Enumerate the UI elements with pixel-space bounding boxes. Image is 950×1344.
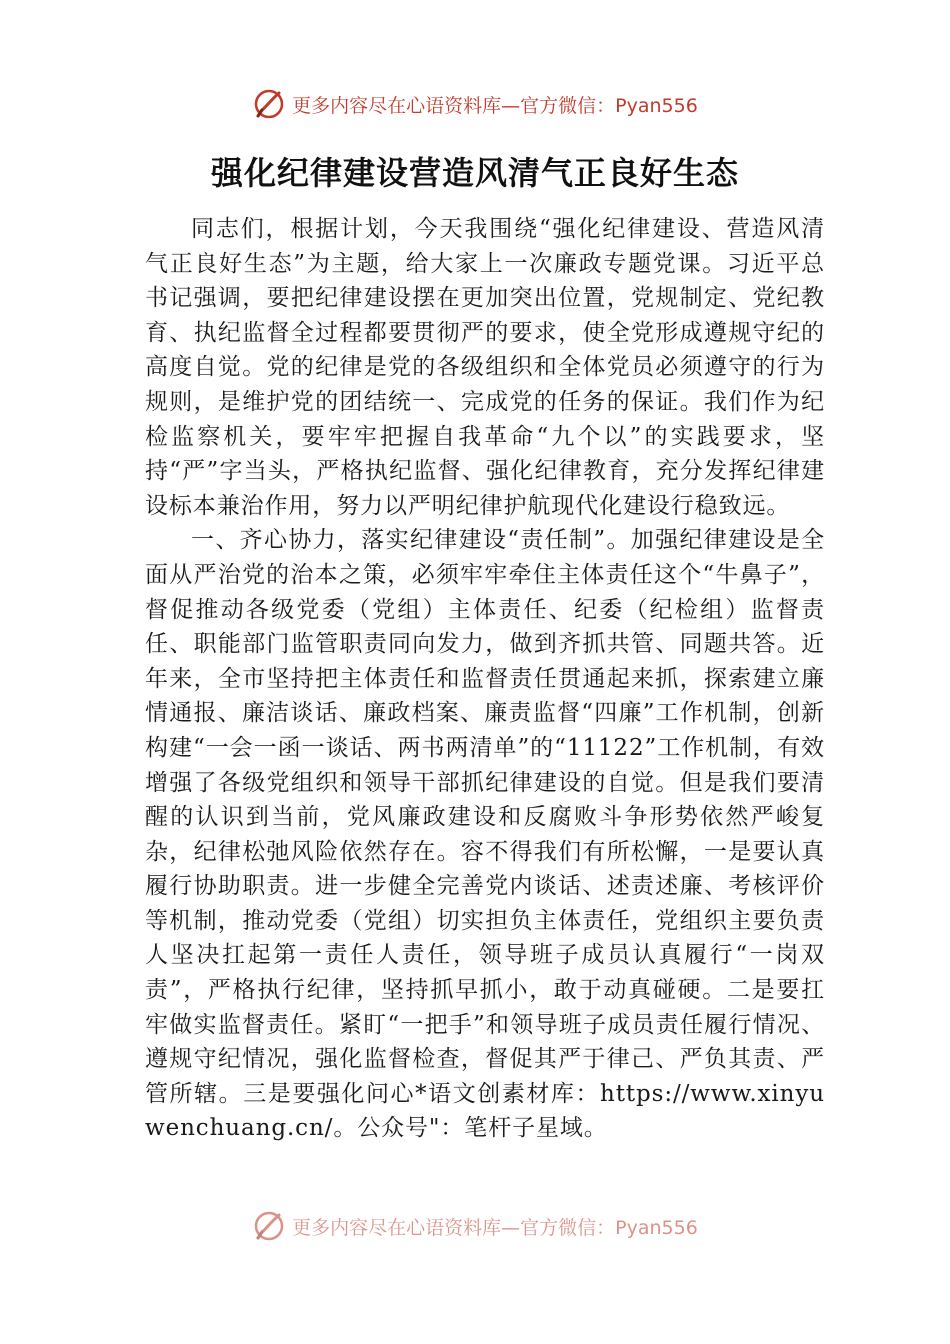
watermark-text: 更多内容尽在心语资料库—官方微信：Pyan556 bbox=[292, 94, 698, 117]
document-body bbox=[145, 212, 825, 1146]
brush-logo-icon bbox=[252, 87, 286, 121]
watermark-footer bbox=[0, 1206, 950, 1246]
document-title: 强化纪律建设营造风清气正良好生态 bbox=[210, 154, 739, 192]
paragraph-section-one: 一、齐心协力，落实纪律建设“责任制”。加强纪律建设是全面从严治党的治本之策，必须牢牢牵住主体责任这个“牛鼻子”，督促推动各级党委（党组）主体责任、纪委（纪检组）监督责任、职能部门监管职责同向发力，做到齐抓共管、同题共答。近年来，全市坚持把主体责任和监督责任贯通起来抓，探索建立廉情通报、廉洁谈话、廉政档案、廉责监督“四廉”工作机制，创新构建“一会一函一谈话、两书两清单”的“11122”工作机制，有效增强了各级党组织和领导干部抓纪律建设的自觉。但是我们要清醒的认识到当前，党风廉政建设和反腐败斗争形势依然严峻复杂，纪律松弛风险依然存在。容不得我们有所松懈，一是要认真履行协助职责。进一步健全完善党内谈话、述责述廉、考核评价等机制，推动党委（党组）切实担负主体责任，党组织主要负责人坚决扛起第一责任人责任，领导班子成员认真履行“一岗双责”，严格执行纪律，坚持抓早抓小，敢于动真碰硬。二是要扛牢做实监督责任。紧盯“一把手”和领导班子成员责任履行情况、遵规守纪情况，强化监督检查，督促其严于律己、严负其责、严管所辖。三是要强化问心*语文创素材库：https://www.xinyuwenchuang.cn/。公众号"：笔杆子星域。 bbox=[145, 527, 825, 1142]
watermark-text: 更多内容尽在心语资料库—官方微信：Pyan556 bbox=[292, 1216, 698, 1239]
paragraph-intro: 同志们，根据计划，今天我围绕“强化纪律建设、营造风清气正良好生态”为主题，给大家上一次廉政专题党课。习近平总书记强调，要把纪律建设摆在更加突出位置，党规制定、党纪教育、执纪监督全过程都要贯彻严的要求，使全党形成遵规守纪的高度自觉。党的纪律是党的各级组织和全体党员必须遵守的行为规则，是维护党的团结统一、完成党的任务的保证。我们作为纪检监察机关，要牢牢把握自我革命“九个以”的实践要求，坚持“严”字当头，严格执纪监督、强化纪律教育，充分发挥纪律建设标本兼治作用，努力以严明纪律护航现代化建设行稳致远。 bbox=[145, 216, 825, 519]
brush-logo-icon bbox=[252, 1209, 286, 1243]
watermark-header bbox=[0, 84, 950, 124]
